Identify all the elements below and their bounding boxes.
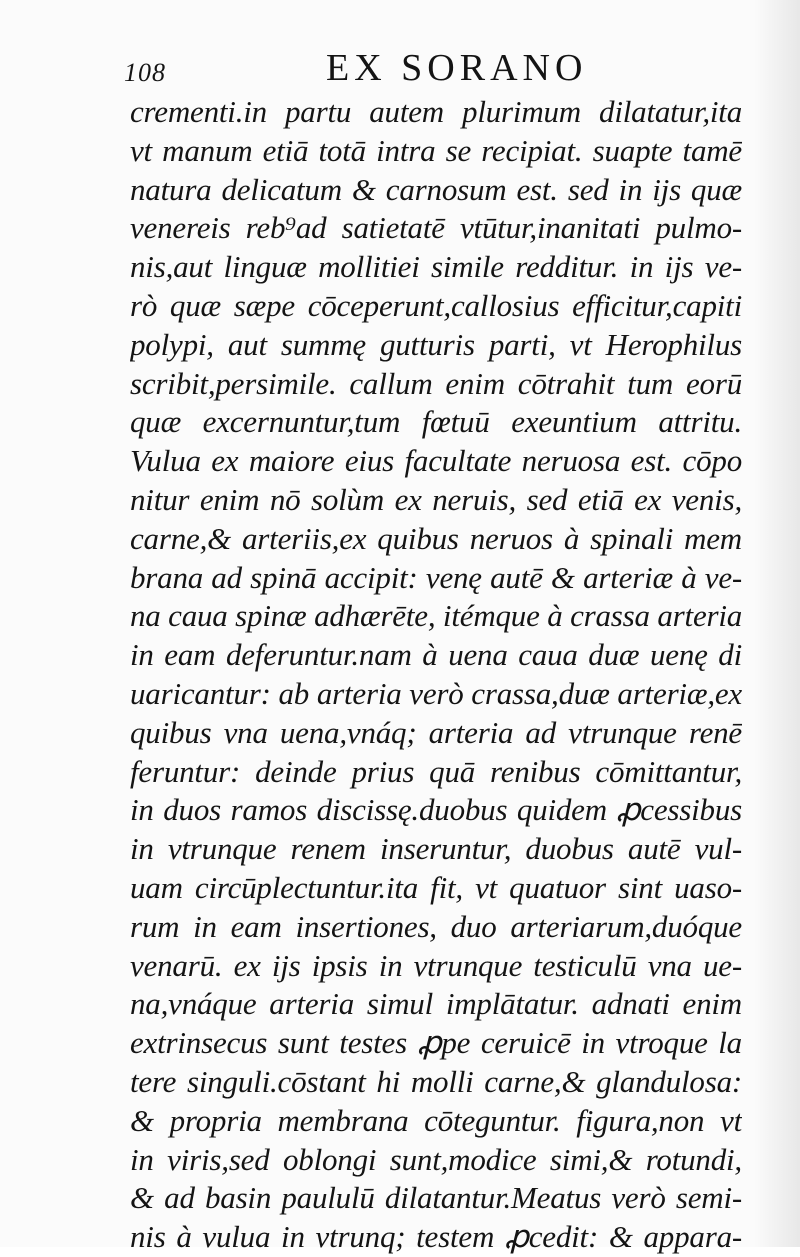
text-line: extrinsecus sunt testes ꝓpe ceruicē in vtroque la [130, 1025, 742, 1061]
text-line: na,vnáque arteria simul implātatur. adnati enim [130, 986, 742, 1022]
text-line: nis à vulua in vtrunq; testem ꝓcedit: & appara- [130, 1219, 742, 1255]
page-header [118, 46, 758, 96]
text-line: brana ad spinā accipit: venę autē & arteriæ à ve- [130, 559, 742, 595]
text-line: feruntur: deinde prius quā renibus cōmittantur, [130, 753, 742, 789]
text-line: & ad basin paululū dilatantur.Meatus verò semi- [130, 1180, 742, 1216]
text-line: venereis reb⁹ad satietatē vtūtur,inanitati pulmo- [130, 210, 742, 246]
text-line: rum in eam insertiones, duo arteriarum,duóque [130, 908, 742, 944]
text-line: in eam deferuntur.nam à uena caua duæ uenę di [130, 637, 742, 673]
text-line: natura delicatum & carnosum est. sed in ijs quæ [130, 171, 742, 207]
text-line: uam circūplectuntur.ita fit, vt quatuor sint uaso- [130, 869, 742, 905]
text-line: quibus vna uena,vnáq; arteria ad vtrunque renē [130, 714, 742, 750]
text-line: vt manum etiā totā intra se recipiat. suapte tamē [130, 132, 742, 168]
text-line: in viris,sed oblongi sunt,modice simi,& rotundi, [130, 1141, 742, 1177]
text-line: in vtrunque renem inseruntur, duobus autē vul- [130, 831, 742, 867]
text-line: quæ excernuntur,tum fœtuū exeuntium attritu. [130, 404, 742, 440]
text-line: venarū. ex ijs ipsis in vtrunque testiculū vna ue- [130, 947, 742, 983]
page-number: 108 [124, 58, 166, 87]
text-line: tere singuli.cōstant hi molli carne,& glandulosa: [130, 1063, 742, 1099]
text-line: & propria membrana cōteguntur. figura,non vt [130, 1102, 742, 1138]
body-text [130, 93, 742, 1257]
text-line: nitur enim nō solùm ex neruis, sed etiā ex venis, [130, 481, 742, 517]
text-line: rò quæ sæpe cōceperunt,callosius efficitur,capiti [130, 287, 742, 323]
text-line: in duos ramos discissę.duobus quidem ꝓcessibus [130, 792, 742, 828]
text-line: na caua spinæ adhærēte, itémque à crassa arteria [130, 598, 742, 634]
text-line: nis,aut linguæ mollitiei simile redditur. in ijs ve- [130, 249, 742, 285]
running-head: EX SORANO [326, 47, 588, 89]
text-line: Vulua ex maiore eius facultate neruosa est. cōpo [130, 443, 742, 479]
text-line: uaricantur: ab arteria verò crassa,duæ arteriæ,ex [130, 675, 742, 711]
gutter-shadow [754, 0, 800, 1247]
text-line: carne,& arteriis,ex quibus neruos à spinali mem [130, 520, 742, 556]
text-line: scribit,persimile. callum enim cōtrahit tum eorū [130, 365, 742, 401]
text-line: crementi.in partu autem plurimum dilatatur,ita [130, 94, 742, 129]
text-line: polypi, aut summę gutturis parti, vt Herophilus [130, 326, 742, 362]
